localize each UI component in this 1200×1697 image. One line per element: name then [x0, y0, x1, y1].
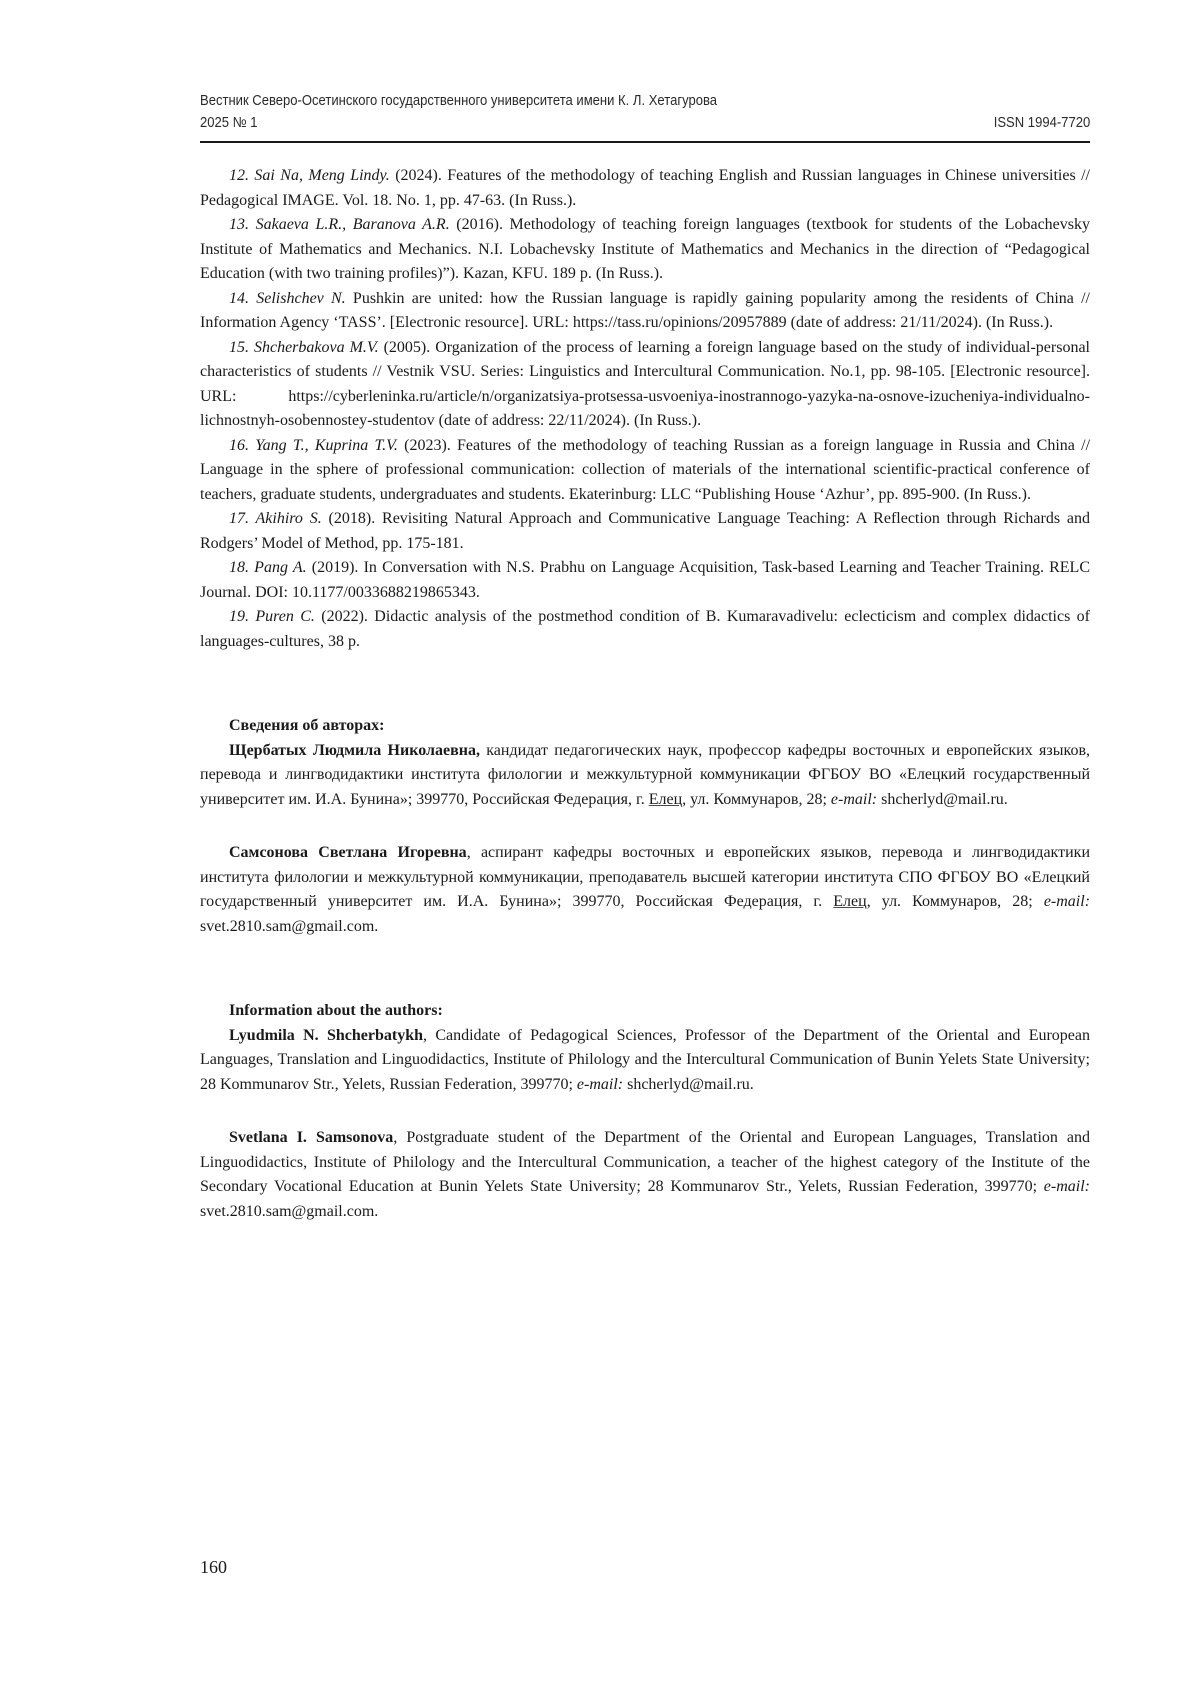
- header-rule: [200, 141, 1090, 143]
- reference-text: (2018). Revisiting Natural Approach and Communicative Language Teaching: A Reflection through Richards and Rodgers’ Model of Method, pp. 175-181.: [200, 510, 1091, 552]
- reference-list: [200, 164, 1090, 654]
- reference-authors: 17. Akihiro S.: [229, 510, 322, 527]
- reference-authors: 18. Pang A.: [229, 559, 307, 576]
- reference-text: (2019). In Conversation with N.S. Prabhu on Language Acquisition, Task-based Learning and Teacher Training. RELC Journal. DOI: 10.1177/0033688219865343.: [200, 559, 1091, 601]
- author-name: Самсонова Светлана Игоревна: [229, 844, 467, 861]
- reference-text: (2005). Organization of the process of learning a foreign language based on the study of individual-personal characteristics of students // Vestnik VSU. Series: Linguistics and Intercultural Communication. No.1, pp. 98-105. [Electronic resource]. URL: https://cyberleninka.ru/article/n/organizatsiya-protsessa-usvoeniya-inostrannogo-yazyka-na-osnove-izucheniya-individualno-lichnostnyh-osobennostey-studentov (date of address: 22/11/2024). (In Russ.).: [200, 338, 1090, 429]
- section-title-en: Information about the authors:: [229, 1002, 443, 1019]
- section-title-ru: Сведения об авторах:: [229, 717, 385, 734]
- reference-item: [200, 507, 1090, 556]
- reference-authors: 19. Puren C.: [229, 608, 315, 625]
- author-bio-en-2: Svetlana I. Samsonova, Postgraduate student of the Department of the Oriental and European Languages, Translation and Linguodidactics, Institute of Philology and the Intercultural Communication, a teacher of the highest category of the Institute of the Secondary Vocational Education at Bunin Yelets State University; 28 Kommunarov Str., Yelets, Russian Federation, 399770; e-mail: svet.2810.sam@gmail.com.: [200, 1129, 1091, 1220]
- reference-authors: 12. Sai Na, Meng Lindy.: [229, 167, 390, 184]
- reference-item: [200, 164, 1090, 213]
- reference-authors: 16. Yang T., Kuprina T.V.: [229, 436, 398, 454]
- city-link[interactable]: Елец: [648, 790, 683, 808]
- reference-item: [200, 434, 1090, 508]
- reference-item: [200, 213, 1090, 287]
- authors-info-en: [200, 999, 1090, 1224]
- reference-text: (2024). Features of the methodology of teaching English and Russian languages in Chinese universities // Pedagogical IMAGE. Vol. 18. No. 1, pp. 47-63. (In Russ.).: [200, 167, 1091, 209]
- authors-info-ru: [200, 714, 1090, 939]
- running-header: [200, 90, 1001, 134]
- author-email: shcherlyd@mail.ru.: [623, 1075, 754, 1093]
- reference-authors: 14. Selishchev N.: [229, 289, 346, 307]
- reference-text: (2022). Didactic analysis of the postmethod condition of B. Kumaravadivelu: eclecticism and complex didactics of languages-cultures, 38 p.: [200, 608, 1091, 650]
- reference-authors: 15. Shcherbakova M.V.: [229, 338, 379, 356]
- reference-item: [200, 556, 1090, 605]
- reference-text: (2023). Features of the methodology of teaching Russian as a foreign language in Russia and China // Language in the sphere of professional communication: collection of materials of the international scientific-practical conference of teachers, graduate students, undergraduates and students. Ekaterinburg: LLC “Publishing House ‘Azhur’, pp. 895-900. (In Russ.).: [200, 436, 1091, 503]
- author-name: Щербатых Людмила Николаевна,: [229, 741, 480, 759]
- reference-text: Pushkin are united: how the Russian language is rapidly gaining popularity among the residents of China // Information Agency ‘TASS’. [Electronic resource]. URL: https://tass.ru/opinions/20957889 (date of address: 21/11/2024). (In Russ.).: [200, 289, 1091, 331]
- author-name: Lyudmila N. Shcherbatykh: [229, 1026, 424, 1044]
- reference-item: [200, 287, 1090, 336]
- reference-authors: 13. Sakaeva L.R., Baranova A.R.: [229, 216, 450, 233]
- author-email: svet.2810.sam@gmail.com.: [200, 1202, 379, 1220]
- page-content: [200, 164, 1090, 1224]
- journal-title: Вестник Северо-Осетинского государственного университета имени К. Л. Хетагурова: [200, 93, 718, 109]
- city-link[interactable]: Елец: [833, 893, 867, 910]
- issn-label: ISSN 1994-7720: [993, 115, 1090, 131]
- author-bio-ru-2: Самсонова Светлана Игоревна, аспирант кафедры восточных и европейских языков, перевода и лингводидактики института филологии и межкультурной коммуникации, преподаватель высшей категории института СПО ФГБОУ ВО «Елецкий государственный университет им. И.А. Бунина»; 399770, Российская Федерация, г. Елец, ул. Коммунаров, 28; e-mail: svet.2810.sam@gmail.com.: [200, 844, 1091, 935]
- author-name: Svetlana I. Samsonova: [229, 1129, 394, 1146]
- reference-item: [200, 336, 1090, 434]
- page-number: 160: [200, 1557, 227, 1577]
- author-email: svet.2810.sam@gmail.com.: [200, 917, 379, 935]
- reference-item: [200, 605, 1090, 654]
- issue-label: 2025 № 1: [200, 115, 258, 131]
- reference-text: (2016). Methodology of teaching foreign languages (textbook for students of the Lobachevsky Institute of Mathematics and Mechanics. N.I. Lobachevsky Institute of Mathematics and Mechanics in the direction of “Pedagogical Education (with two training profiles)”). Kazan, KFU. 189 p. (In Russ.).: [200, 216, 1090, 282]
- author-bio-ru-1: Щербатых Людмила Николаевна, кандидат педагогических наук, профессор кафедры восточных и европейских языков, перевода и лингводидактики института филологии и межкультурной коммуникации ФГБОУ ВО «Елецкий государственный университет им. И.А. Бунина»; 399770, Российская Федерация, г. Елец, ул. Коммунаров, 28; e-mail: shcherlyd@mail.ru.: [200, 741, 1090, 808]
- author-bio-en-1: Lyudmila N. Shcherbatykh, Candidate of Pedagogical Sciences, Professor of the Department of the Oriental and European Languages, Translation and Linguodidactics, Institute of Philology and the Intercultural Communication of Bunin Yelets State University; 28 Kommunarov Str., Yelets, Russian Federation, 399770; e-mail: shcherlyd@mail.ru.: [200, 1026, 1090, 1093]
- author-email: shcherlyd@mail.ru.: [877, 790, 1008, 808]
